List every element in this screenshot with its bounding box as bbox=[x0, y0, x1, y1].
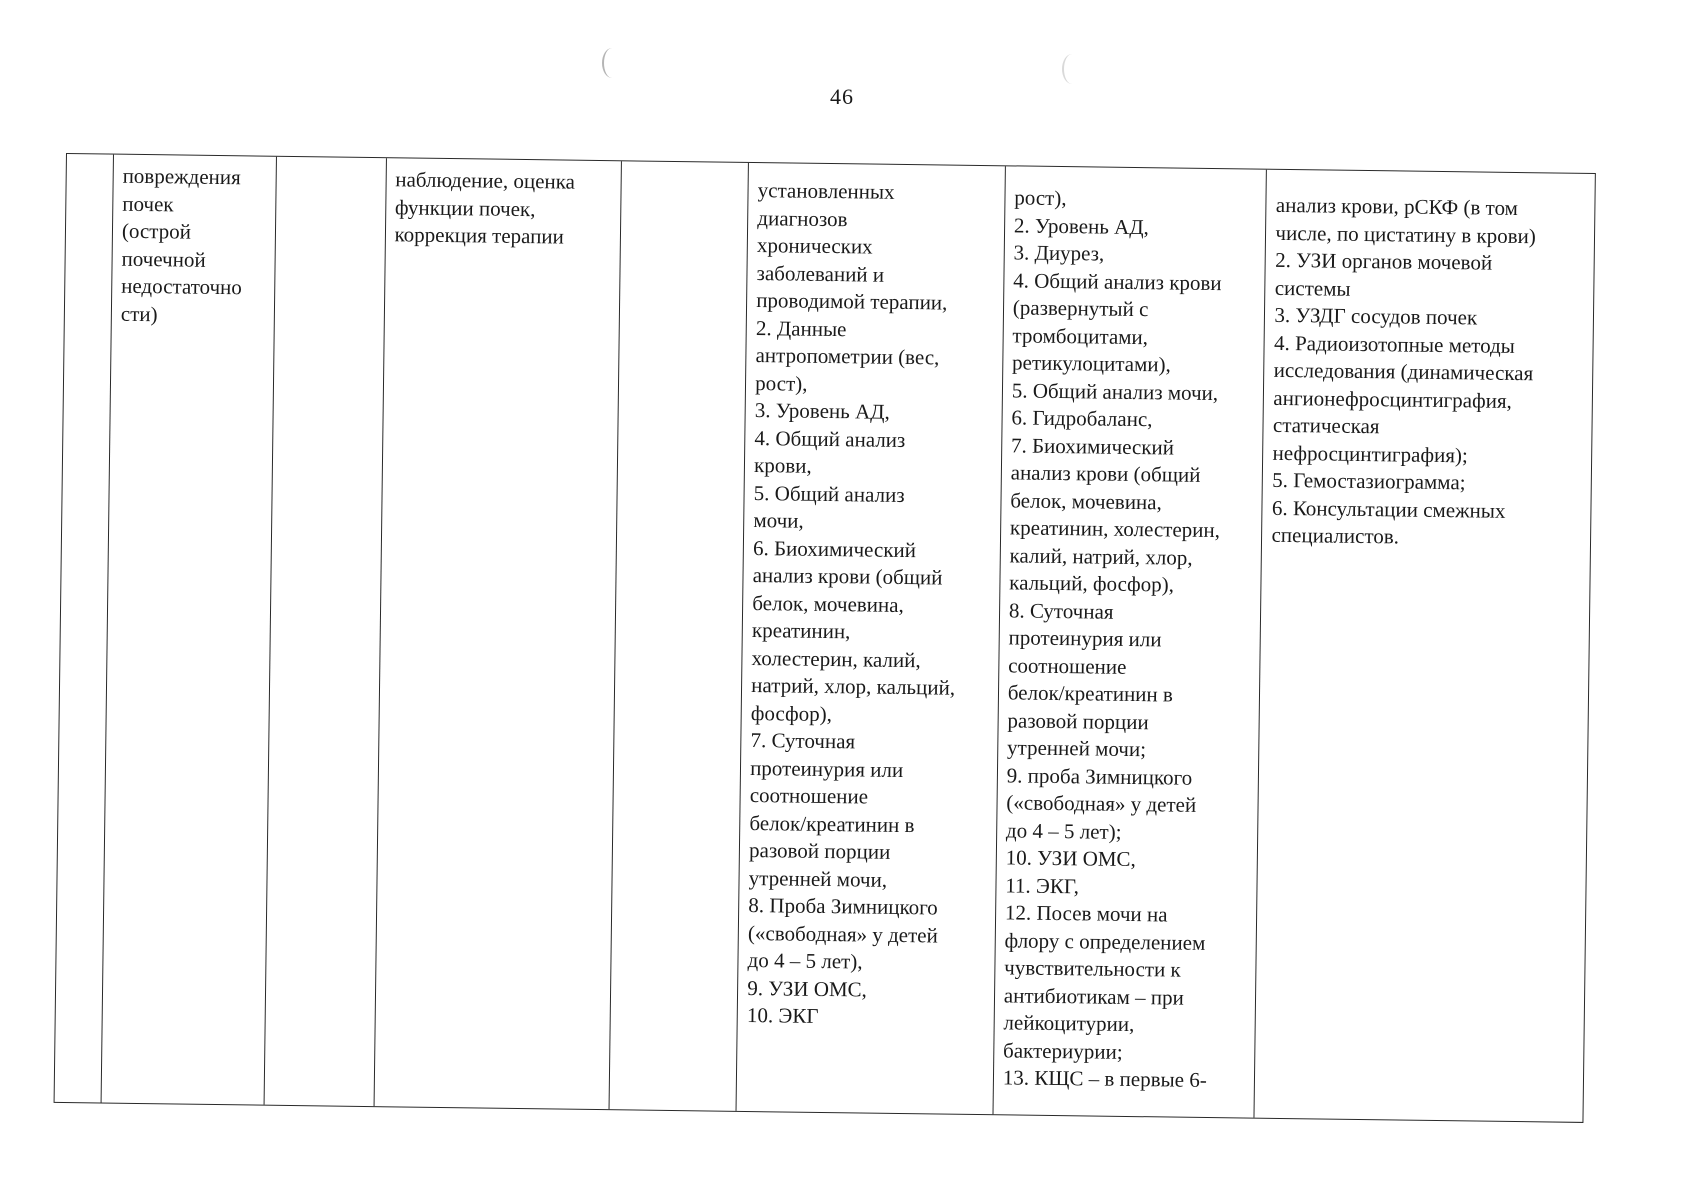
cell-text-line: 5. Общий анализ bbox=[753, 480, 905, 507]
table-cell-tasks bbox=[374, 158, 622, 1109]
cell-text-line: почечной bbox=[121, 246, 206, 272]
cell-text-line: 5. Гемостазиограмма; bbox=[1272, 467, 1466, 495]
cell-text-line: до 4 – 5 лет), bbox=[747, 947, 863, 974]
cell-text-line: заболеваний и bbox=[756, 260, 885, 287]
cell-text-line: креатинин, холестерин, bbox=[1009, 515, 1221, 543]
document-table bbox=[54, 153, 1596, 1123]
cell-text-line: флору с определением bbox=[1004, 927, 1206, 955]
cell-text-line: ретикулоцитами), bbox=[1011, 350, 1171, 377]
cell-text-line: диагнозов bbox=[757, 205, 848, 231]
cell-text-line: кальций, фосфор), bbox=[1009, 570, 1175, 597]
cell-text-line: 3. Уровень АД, bbox=[754, 398, 890, 424]
cell-text-line: утренней мочи, bbox=[748, 865, 888, 892]
cell-text-line: рост), bbox=[755, 370, 808, 396]
cell-text-line: (острой bbox=[121, 218, 192, 244]
cell-text-line: тромбоцитами, bbox=[1012, 322, 1149, 349]
cell-text-line: до 4 – 5 лет); bbox=[1005, 817, 1122, 844]
cell-text-line: («свободная» у детей bbox=[747, 920, 938, 947]
cell-text-line: чувствительности к bbox=[1004, 955, 1181, 982]
cell-text-line: статическая bbox=[1272, 412, 1380, 439]
table-cell-additional-exams bbox=[1255, 170, 1595, 1122]
cell-text-line: калий, натрий, хлор, bbox=[1009, 542, 1193, 570]
cell-text-line: 2. Уровень АД, bbox=[1013, 212, 1150, 239]
cell-text-line: 6. Гидробаланс, bbox=[1011, 405, 1153, 432]
cell-text-line: 6. Биохимический bbox=[752, 535, 917, 562]
cell-text-line: почек bbox=[122, 191, 174, 216]
cell-text-line: повреждения bbox=[122, 163, 241, 190]
cell-text-line: бактериурии; bbox=[1002, 1037, 1123, 1064]
cell-text-line: разовой порции bbox=[1007, 707, 1149, 734]
cell-text-line: холестерин, калий, bbox=[751, 645, 921, 672]
table-cell-inpatient-exams bbox=[993, 166, 1267, 1117]
cell-text-line: нефросцинтиграфия); bbox=[1272, 440, 1468, 467]
cell-text-line: рост), bbox=[1014, 185, 1067, 211]
cell-text-line: фосфор), bbox=[750, 700, 833, 726]
cell-text-line: антибиотикам – при bbox=[1003, 982, 1185, 1010]
cell-text-line: белок/креатинин в bbox=[1007, 680, 1174, 707]
cell-text-line: 3. Диурез, bbox=[1013, 240, 1105, 266]
cell-text-line: коррекция терапии bbox=[394, 222, 565, 249]
cell-text-line: 9. УЗИ ОМС, bbox=[747, 975, 868, 1002]
cell-text-line: наблюдение, оценка bbox=[395, 167, 576, 194]
cell-text-line: 10. ЭКГ bbox=[746, 1002, 819, 1028]
cell-text-line: анализ крови (общий bbox=[1010, 460, 1201, 487]
cell-text-line: анализ крови, рСКФ (в том bbox=[1275, 192, 1519, 221]
cell-text-line: 9. проба Зимницкого bbox=[1006, 762, 1193, 790]
cell-text-line: системы bbox=[1274, 275, 1351, 301]
cell-text-line: белок, мочевина, bbox=[1010, 487, 1163, 514]
cell-text-line: ангионефросцинтиграфия, bbox=[1273, 385, 1512, 413]
cell-text-line: 2. Данные bbox=[755, 315, 847, 341]
cell-text-line: 3. УЗДГ сосудов почек bbox=[1274, 302, 1478, 330]
cell-text-line: белок, мочевина, bbox=[752, 590, 904, 617]
cell-text-line: антропометрии (вес, bbox=[755, 343, 940, 370]
cell-text-line: 11. ЭКГ, bbox=[1005, 872, 1080, 898]
cell-text-line: 8. Суточная bbox=[1008, 597, 1114, 624]
cell-text-line: 5. Общий анализ мочи, bbox=[1011, 377, 1219, 405]
cell-text-line: 6. Консультации смежных bbox=[1271, 495, 1506, 523]
cell-text-line: 10. УЗИ ОМС, bbox=[1005, 845, 1136, 872]
cell-text-line: мочи, bbox=[753, 508, 804, 533]
cell-text-line: 2. УЗИ органов мочевой bbox=[1275, 247, 1493, 275]
cell-text-line: числе, по цистатину в крови) bbox=[1275, 220, 1536, 248]
cell-text-line: специалистов. bbox=[1271, 522, 1400, 549]
scan-mark-right bbox=[1062, 54, 1082, 84]
cell-text-line: проводимой терапии, bbox=[756, 288, 948, 315]
cell-text-line: протеинурия или bbox=[1008, 625, 1162, 652]
cell-text-line: 4. Общий анализ bbox=[754, 425, 906, 452]
cell-text-line: утренней мочи; bbox=[1006, 735, 1147, 762]
cell-text-line: анализ крови (общий bbox=[752, 563, 943, 590]
cell-text-line: 13. КЩС – в первые 6- bbox=[1002, 1065, 1207, 1093]
cell-text-line: недостаточно bbox=[121, 273, 243, 300]
cell-text-line: белок/креатинин в bbox=[749, 810, 915, 837]
cell-text-line: исследования (динамическая bbox=[1273, 357, 1534, 386]
table-cell-col3 bbox=[264, 157, 386, 1106]
cell-text-line: (развернутый с bbox=[1012, 295, 1149, 322]
cell-text-line: сти) bbox=[120, 301, 158, 326]
cell-text-line: 8. Проба Зимницкого bbox=[748, 892, 938, 920]
table-cell-condition bbox=[102, 155, 277, 1105]
cell-text-line: установленных bbox=[757, 178, 895, 204]
cell-text-line: функции почек, bbox=[394, 194, 536, 221]
cell-text-line: 12. Посев мочи на bbox=[1004, 900, 1168, 927]
cell-text-line: 7. Биохимический bbox=[1010, 432, 1175, 460]
cell-text-line: 7. Суточная bbox=[750, 728, 856, 754]
cell-text-line: соотношение bbox=[1008, 652, 1127, 679]
cell-text-line: 4. Радиоизотопные методы bbox=[1273, 330, 1516, 358]
cell-text-line: хронических bbox=[756, 233, 873, 259]
cell-text-line: 4. Общий анализ крови bbox=[1013, 267, 1222, 295]
cell-text-line: натрий, хлор, кальций, bbox=[751, 673, 956, 700]
cell-text-line: крови, bbox=[753, 453, 812, 478]
cell-text-line: («свободная» у детей bbox=[1006, 790, 1197, 817]
table-cell-col5 bbox=[610, 161, 749, 1111]
cell-text-line: разовой порции bbox=[748, 838, 891, 864]
table-cell-outpatient-exams bbox=[737, 163, 1006, 1114]
cell-text-line: протеинурия или bbox=[750, 755, 904, 782]
cell-text-line: соотношение bbox=[749, 783, 869, 809]
page-number: 46 bbox=[830, 84, 854, 109]
cell-text-line: лейкоцитурии, bbox=[1003, 1010, 1135, 1037]
cell-text-line: креатинин, bbox=[751, 618, 851, 644]
scan-mark-left bbox=[602, 48, 622, 78]
